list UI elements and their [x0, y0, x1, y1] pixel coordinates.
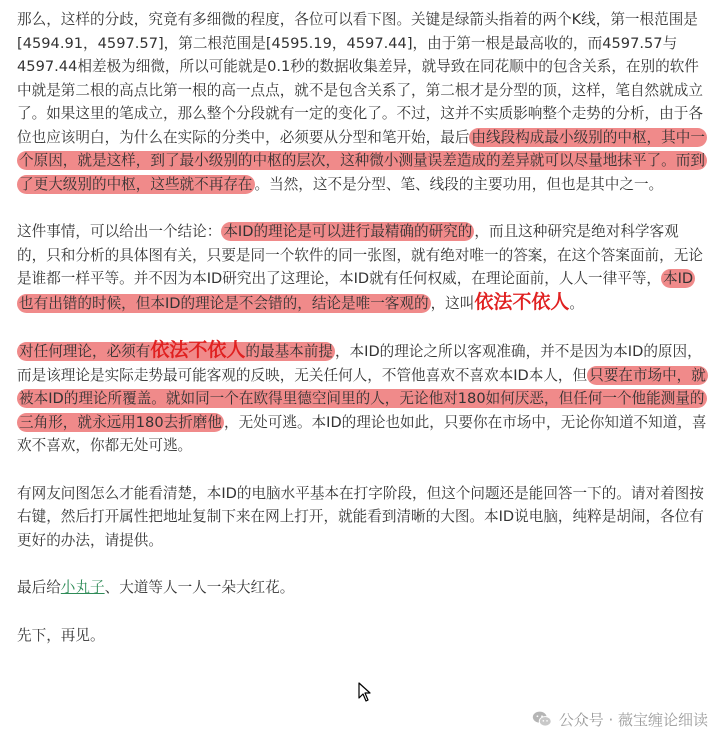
highlight-segment: 只要在市场中，就被本ID的理论所覆盖。就如同一个在欧得里德空间里的人，无论他对180如何厌恶，但任何一个他能测量的三角形，就永远用180去折磨他: [19, 366, 706, 431]
paragraph-2-tail: ，这叫: [430, 294, 475, 312]
article-body: [17, 8, 707, 647]
highlight-lead: 对任何理论，必须有: [19, 343, 151, 360]
paragraph-2-lead: 这件事情，可以给出一个结论：: [17, 223, 222, 240]
paragraph-2: [17, 220, 707, 315]
watermark: [531, 708, 708, 730]
wechat-icon: [531, 708, 553, 730]
emphasis-text: 依法不依人: [474, 290, 570, 313]
paragraph-3-tail: ，无处可逃。本ID的理论也如此，只要你在市场中，无论你知道不知道，喜欢不喜欢，你都无处可逃。: [17, 413, 707, 454]
highlight-segment: 本ID也有出错的时候，但本ID的理论是不会错的，结论是唯一客观的: [19, 270, 694, 312]
paragraph-4: 有网友问图怎么才能看清楚，本ID的电脑水平基本在打字阶段，但这个问题还是能回答一下的。请对着图按右键，然后打开属性把地址复制下来在网上打开，就能看到清晰的大图。本ID说电脑，纯粹是胡闹，各位有更好的办法，请提供。: [17, 484, 704, 549]
paragraph-1-text: 那么，这样的分歧，究竟有多细微的程度，各位可以看下图。关键是绿箭头指着的两个K线，第一根范围是[4594.91，4597.57]，第二根范围是[4595.19，4597.44]，由于第一根是最高收的，而4597.57与4597.44相差极为细微，所以可能就是0.1秒的数据收集差异，就导致在同花顺中的包含关系，在别的软件中就是第二根的高点比第一根的高一点点，就不是包含关系了，第二根才是分型的顶，这样，笔自然就成立了。如果这里的笔成立，那么整个分段就有一定的变化了。不过，这并不实质影响整个走势的分析，由于各位也应该明白，为什么在实际的分类中，必须要从分型和笔开始，最后: [17, 11, 703, 146]
paragraph-6: 先下，再见。: [17, 626, 105, 644]
emphasis-text: 依法不依人: [150, 339, 246, 361]
user-link[interactable]: 小丸子: [60, 579, 105, 596]
paragraph-3-body: ，本ID的理论之所以客观准确，并不是因为本ID的原因，而是该理论是实际走势最可能客观的反映，无关任何人，不管他喜欢不喜欢本ID本人，但: [17, 343, 702, 384]
paragraph-1-tail: 。当然，这不是分型、笔、线段的主要功用，但也是其中之一。: [254, 175, 664, 193]
paragraph-5-lead: 最后给: [17, 579, 61, 596]
paragraph-2-end: 。: [569, 294, 584, 312]
paragraph-5: [17, 576, 707, 600]
highlight-segment: 本ID的理论是可以进行最精确的研究的: [223, 223, 473, 240]
paragraph-2-body: ，而且这种研究是绝对科学客观的，只和分析的具体图有关，只要是同一个软件的同一张图，就有绝对唯一的答案，在这个答案面前，无论是谁都一样平等。并不因为本ID研究出了这理论，本ID就有任何权威，在理论面前，人人一律平等，: [17, 223, 703, 287]
paragraph-3: [17, 339, 707, 458]
highlight-segment: 由线段构成最小级别的中枢，其中一个原因，就是这样，到了最小级别的中枢的层次，这种微小测量误差造成的差异就可以尽量地抹平了。而到了更大级别的中枢，这些就不再存在: [19, 128, 705, 193]
paragraph-1: [17, 8, 707, 196]
mouse-cursor-icon: [358, 682, 372, 702]
watermark-text: 公众号 · 薇宝缠论细读: [558, 710, 708, 729]
paragraph-5-tail: 、大道等人一人一朵大红花。: [104, 579, 295, 596]
highlight-end: 的最基本前提: [245, 343, 333, 360]
highlight-segment: [17, 339, 335, 361]
